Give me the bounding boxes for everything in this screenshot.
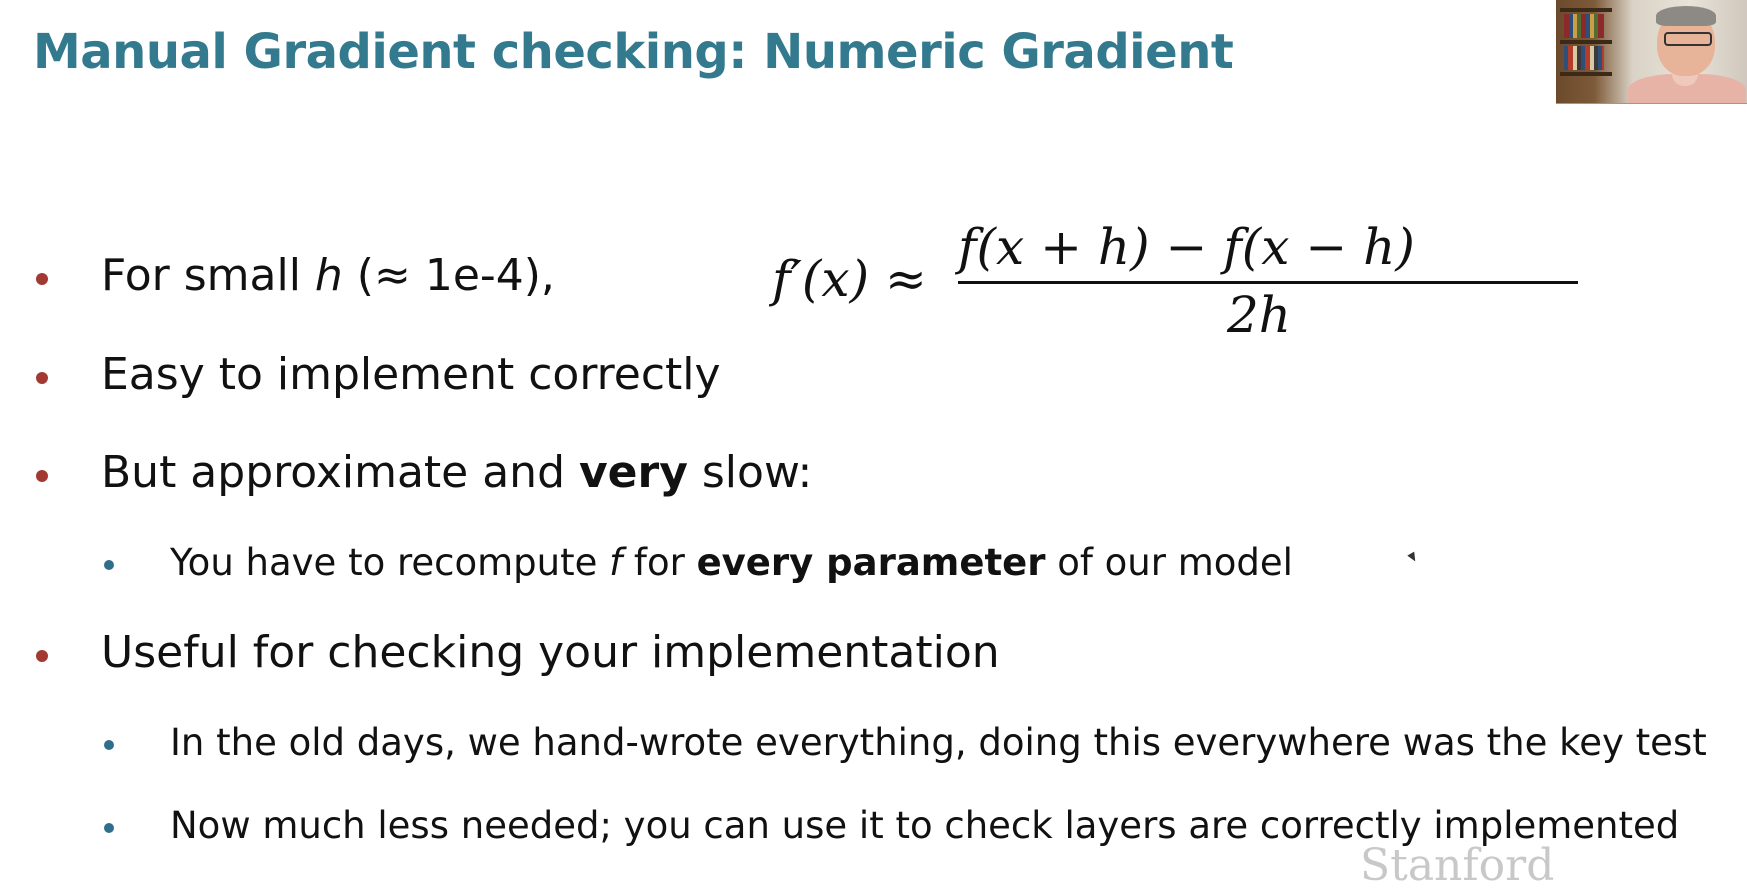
bullet-easy-to-implement: Easy to implement correctly [101,349,721,400]
slide-title: Manual Gradient checking: Numeric Gradient [33,24,1234,80]
bullet-small-h: For small h (≈ 1e-4), [101,250,555,301]
sub-bullet-marker-icon [104,560,114,570]
sub-bullet-marker-icon [104,740,114,750]
sub-bullet-marker-icon [104,823,114,833]
bullet-marker-icon [36,650,48,662]
bullet-marker-icon [36,372,48,384]
formula-numerator: f(x + h) − f(x − h) [958,218,1415,276]
sub-bullet-recompute-f: You have to recompute f for every parameter of our model [170,541,1293,584]
sub-bullet-less-needed: Now much less needed; you can use it to check layers are correctly implemented [170,804,1680,847]
formula-denominator: 2h [1227,286,1292,344]
stanford-watermark: Stanford [1360,840,1555,891]
mouse-pointer-icon [1407,552,1418,564]
sub-bullet-old-days: In the old days, we hand-wrote everything, doing this everywhere was the key test [170,721,1707,764]
bullet-useful-for-checking: Useful for checking your implementation [101,627,1000,678]
bullet-marker-icon [36,470,48,482]
bullet-approximate-slow: But approximate and very slow: [101,447,813,498]
formula-lhs: f′(x) ≈ [772,250,927,308]
webcam-video-thumbnail [1556,0,1747,104]
bullet-marker-icon [36,273,48,285]
formula-fraction-bar [958,281,1578,284]
